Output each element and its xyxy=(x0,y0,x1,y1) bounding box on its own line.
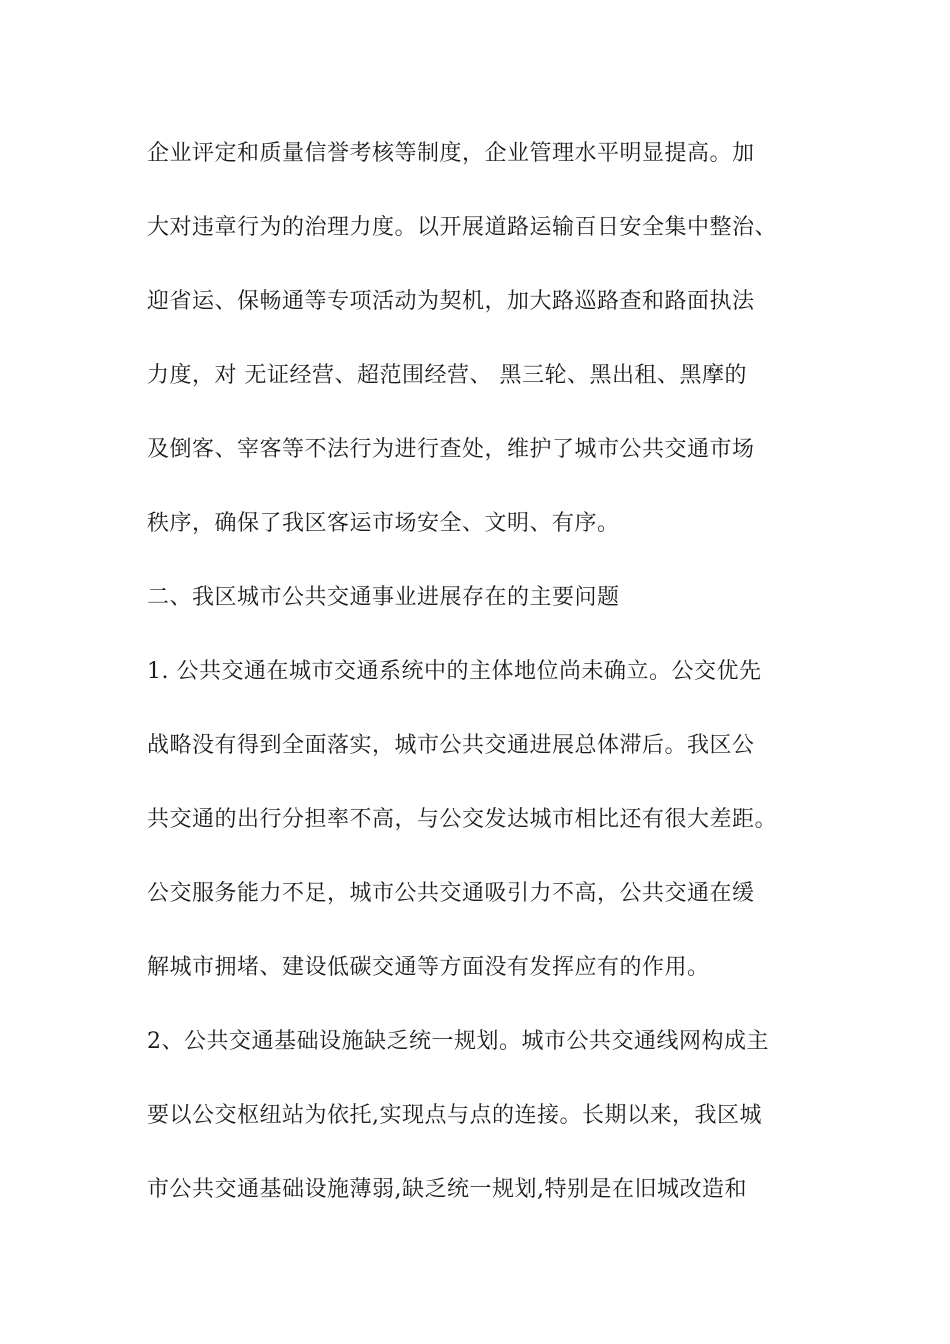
text-line: 战略没有得到全面落实，城市公共交通进展总体滞后。我区公 xyxy=(147,733,755,758)
text-line: 解城市拥堵、建设低碳交通等方面没有发挥应有的作用。 xyxy=(147,955,710,980)
text-line: 及倒客、宰客等不法行为进行查处，维护了城市公共交通市场 xyxy=(147,437,755,462)
text-line: 迎省运、保畅通等专项活动为契机，加大路巡路查和路面执法 xyxy=(147,289,755,314)
document-body xyxy=(147,134,827,1244)
text-line: 要以公交枢纽站为依托,实现点与点的连接。长期以来，我区城 xyxy=(147,1103,762,1128)
section-heading: 二、我区城市公共交通事业进展存在的主要问题 xyxy=(147,585,620,610)
text-line: 共交通的出行分担率不高，与公交发达城市相比还有很大差距。 xyxy=(147,807,778,832)
text-line: 1. 公共交通在城市交通系统中的主体地位尚未确立。公交优先 xyxy=(147,659,762,684)
text-line: 市公共交通基础设施薄弱,缺乏统一规划,特别是在旧城改造和 xyxy=(147,1177,747,1202)
text-line: 企业评定和质量信誉考核等制度，企业管理水平明显提高。加 xyxy=(147,141,755,166)
text-line: 秩序，确保了我区客运市场安全、文明、有序。 xyxy=(147,511,620,536)
text-line: 大对违章行为的治理力度。以开展道路运输百日安全集中整治、 xyxy=(147,215,778,240)
text-line: 2、公共交通基础设施缺乏统一规划。城市公共交通线网构成主 xyxy=(147,1029,769,1054)
text-line: 力度，对 无证经营、超范围经营、 黑三轮、黑出租、黑摩的 xyxy=(147,363,747,388)
text-line: 公交服务能力不足，城市公共交通吸引力不高，公共交通在缓 xyxy=(147,881,755,906)
